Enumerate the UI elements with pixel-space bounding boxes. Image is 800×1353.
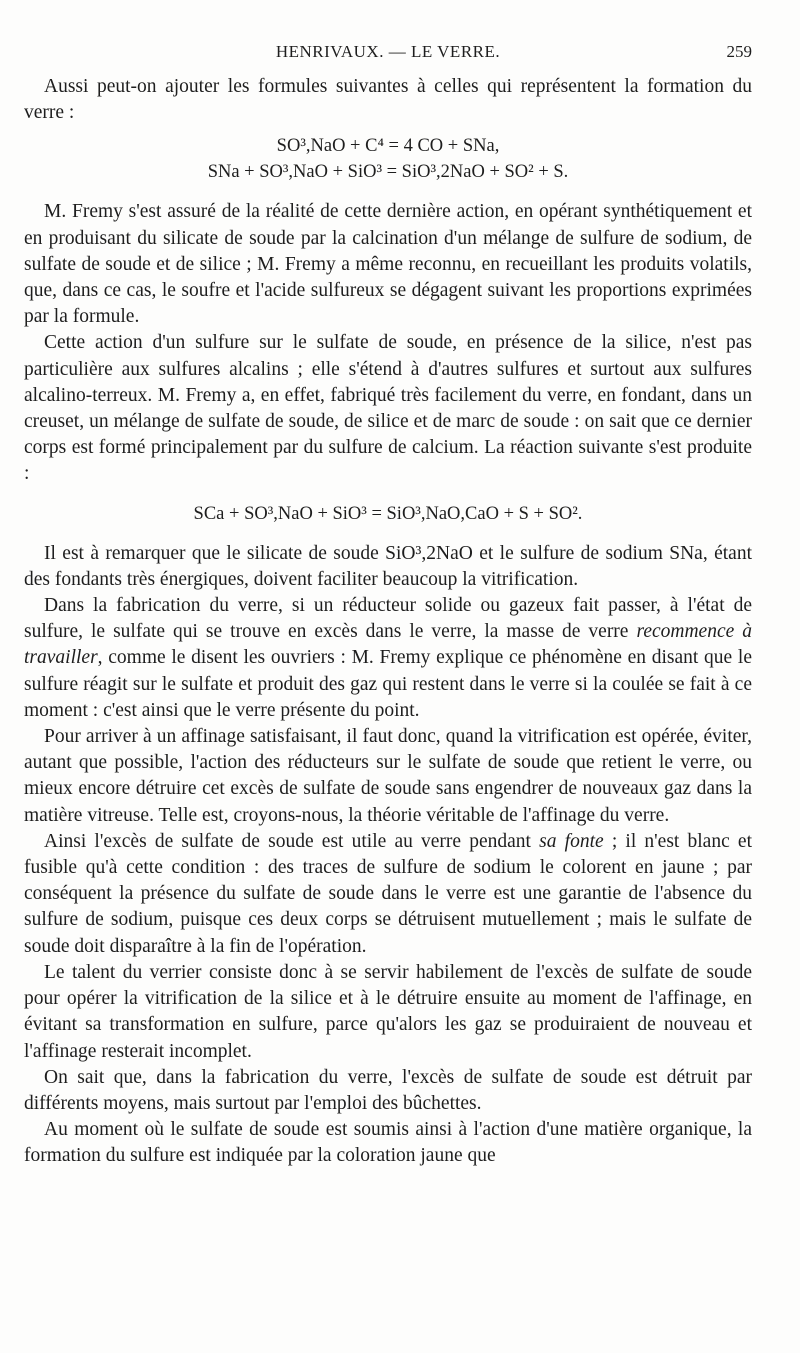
paragraph-buchettes: On sait que, dans la fabrication du verre, l'excès de sulfate de soude est détruit par différents moyens, mais surtout par l'emploi des bûchettes. xyxy=(24,1066,752,1114)
paragraph-exces-part-1: Ainsi l'excès de sulfate de soude est utile au verre pendant xyxy=(44,830,540,852)
paragraph-matiere-organique: Au moment où le sulfate de soude est soumis ainsi à l'action d'une matière organique, la formation du sulfure est indiquée par la coloration jaune que xyxy=(24,1119,752,1167)
paragraph-fabrication xyxy=(24,593,752,724)
formula-line-2: SNa + SO³,NaO + SiO³ = SiO³,2NaO + SO² + S. xyxy=(207,162,569,183)
paragraph-exces-italic: sa fonte xyxy=(539,830,604,852)
page-body xyxy=(24,74,752,1170)
paragraph-intro: Aussi peut-on ajouter les formules suivantes à celles qui représentent la formation du verre : xyxy=(24,76,752,124)
paragraph-fabrication-part-1: Dans la fabrication du verre, si un réducteur solide ou gazeux fait passer, à l'état de sulfure, le sulfate qui se trouve en excès dans le verre, la masse de verre xyxy=(24,595,752,643)
running-title: HENRIVAUX. — LE VERRE. xyxy=(275,42,501,61)
formula-line-3: SCa + SO³,NaO + SiO³ = SiO³,NaO,CaO + S + SO². xyxy=(193,503,583,524)
paragraph-fremy: M. Fremy s'est assuré de la réalité de cette dernière action, en opérant synthétiquement et en produisant du silicate de soude par la calcination d'un mélange de sulfure de sodium, de sulfate de soude et de silice ; M. Fremy a même reconnu, en recueillant les produits volatils, que, dans ce cas, le soufre et l'acide sulfureux se dégagent suivant les proportions exprimées par la formule. xyxy=(24,201,752,328)
paragraph-sulfure-action: Cette action d'un sulfure sur le sulfate de soude, en présence de la silice, n'est pas particulière aux sulfures alcalins ; elle s'étend à d'autres sulfures et surtout aux sulfures alcalino-terreux. M. Fremy a, en effet, fabriqué très facilement du verre, en fondant, dans un creuset, un mélange de sulfate de soude, de silice et de marc de soude : on sait que ce dernier corps est formé principalement par du sulfure de calcium. La réaction suivante s'est produite : xyxy=(24,332,752,485)
running-head xyxy=(24,42,752,66)
page-number: 259 xyxy=(726,42,752,61)
paragraph-exces-part-2: ; il n'est blanc et fusible qu'à cette condition : des traces de sulfure de sodium le colorent en jaune ; par conséquent la présence du sulfate de soude dans le verre est une garantie de l'absence du sulfure de sodium, puisque ces deux corps se détruisent mutuellement ; mais le sulfate de soude doit disparaître à la fin de l'opération. xyxy=(24,830,752,957)
formula-line-1: SO³,NaO + C⁴ = 4 CO + SNa, xyxy=(276,136,500,157)
paragraph-fondants: Il est à remarquer que le silicate de soude SiO³,2NaO et le sulfure de sodium SNa, étant des fondants très énergiques, doivent faciliter beaucoup la vitrification. xyxy=(24,542,752,590)
formula-block-1 xyxy=(24,133,752,185)
paragraph-talent-verrier: Le talent du verrier consiste donc à se servir habilement de l'excès de sulfate de soude pour opérer la vitrification de la silice et à le détruire ensuite au moment de l'affinage, en évitant sa transformation en sulfure, parce qu'alors les gaz se produiraient de nouveau et l'affinage resterait incomplet. xyxy=(24,961,752,1062)
paragraph-fabrication-part-2: , comme le disent les ouvriers : M. Fremy explique ce phénomène en disant que le sulfure réagit sur le sulfate et produit des gaz qui restent dans le verre si la coulée se fait à ce moment : c'est ainsi que le verre présente du point. xyxy=(24,647,752,721)
paragraph-exces-sulfate xyxy=(24,829,752,960)
paragraph-fabrication-italic: recommence à travailler xyxy=(24,621,752,669)
paragraph-affinage: Pour arriver à un affinage satisfaisant, il faut donc, quand la vitrification est opérée, éviter, autant que possible, l'action des réducteurs sur le sulfate de soude que retient le verre, ou mieux encore détruire cet excès de sulfate de soude sans engendrer de nouveaux gaz dans la matière vitreuse. Telle est, croyons-nous, la théorie véritable de l'affinage du verre. xyxy=(24,726,752,826)
